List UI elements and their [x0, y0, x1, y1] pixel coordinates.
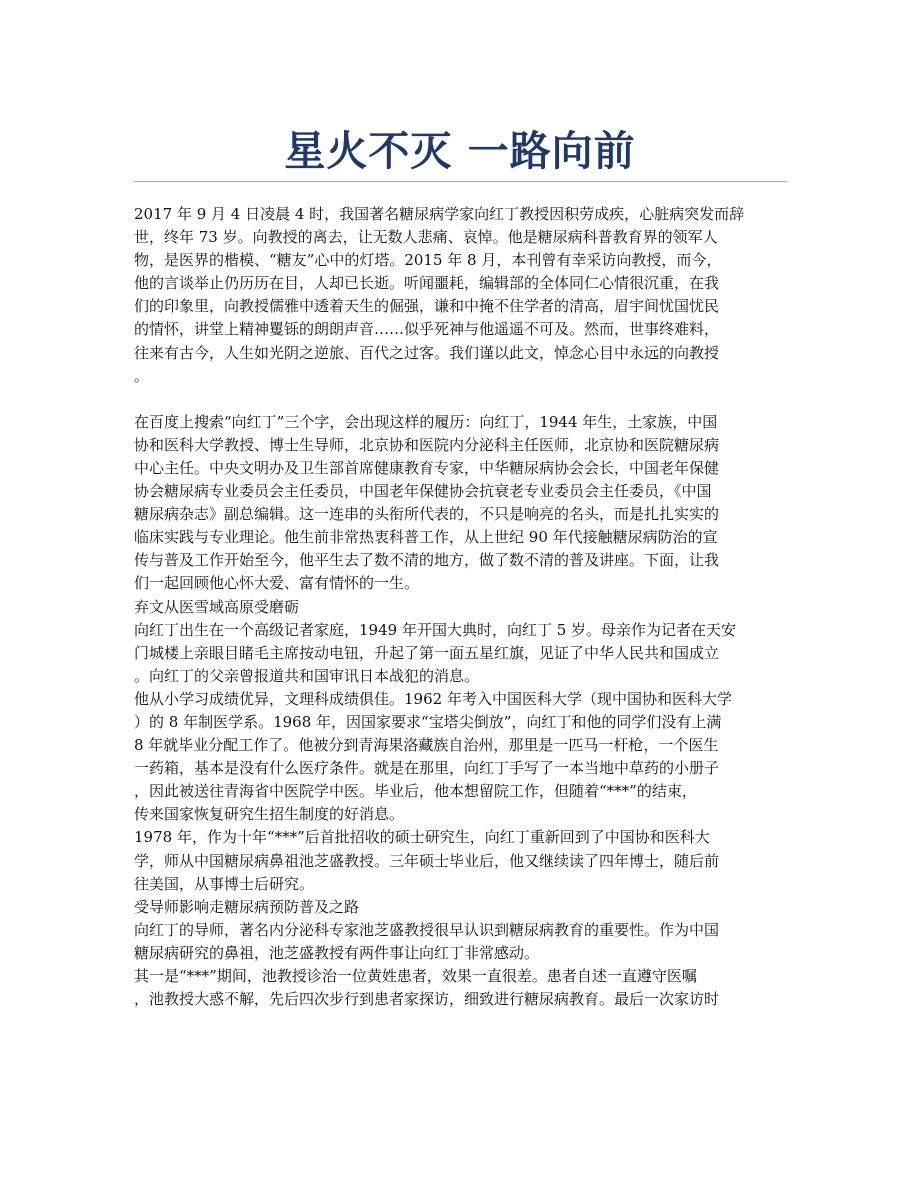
paragraph: 向红丁的导师，著名内分泌科专家池芝盛教授很早认识到糖尿病教育的重要性。作为中国 糖尿病研究的鼻祖，池芝盛教授有两件事让向红丁非常感动。 [134, 920, 720, 962]
paragraph-biography: 在百度上搜索“向红丁”三个字，会出现这样的履历：向红丁，1944 年生，土家族，中国 协和医科大学教授、博士生导师，北京协和医院内分泌科主任医师，北京协和医院糖尿病 中心主任。中央文明办及卫生部首席健康教育专家，中华糖尿病协会会长，中国老年保健 协会糖尿病专业委员会主任委员，中国老年保健协会抗衰老专业委员会主任委员，《中国 糖尿病杂志》副总编辑。这一连串的头衔所代表的，不只是响亮的名头，而是扎扎实实的 临床实践与专业理论。他生前非常热衷科普工作，从上世纪 90 年代接触糖尿病防治的宣 传与普及工作开始至今，他平生去了数不清的地方，做了数不清的普及讲座。下面，让我 们一起回顾他心怀大爱、富有情怀的一生。 [134, 412, 720, 593]
article-body [134, 203, 794, 1011]
paragraph: 其一是“***”期间，池教授诊治一位黄姓患者，效果一直很差。患者自述一直遵守医嘱 ，池教授大惑不解，先后四次步行到患者家探访，细致进行糖尿病教育。最后一次家访时 [134, 967, 720, 1009]
section-heading: 弃文从医雪域高原受磨砺 [134, 597, 300, 616]
paragraph-intro: 2017 年 9 月 4 日凌晨 4 时，我国著名糖尿病学家向红丁教授因积劳成疾，心脏病突发而辞 世，终年 73 岁。向教授的离去，让无数人悲痛、哀悼。他是糖尿病科普教育界的领军人 物，是医界的楷模、“糖友”心中的灯塔。2015 年 8 月，本刊曾有幸采访向教授，而今， 他的言谈举止仍历历在目，人却已长逝。听闻噩耗，编辑部的全体同仁心情很沉重，在我 们的印象里，向教授儒雅中透着天生的倔强，谦和中掩不住学者的清高，眉宇间忧国忧民 的情怀，讲堂上精神矍铄的朗朗声音……似乎死神与他遥遥不可及。然而，世事终难料， 往来有古今，人生如光阴之逆旅、百代之过客。我们谨以此文，悼念心目中永远的向教授 。 [134, 205, 745, 385]
document-title: 星火不灭 一路向前 [284, 127, 636, 175]
section-heading: 受导师影响走糖尿病预防普及之路 [134, 897, 360, 916]
title-divider [134, 181, 787, 182]
paragraph: 1978 年，作为十年“***”后首批招收的硕士研究生，向红丁重新回到了中国协和医科大 学，师从中国糖尿病鼻祖池芝盛教授。三年硕士毕业后，他又继续读了四年博士，随后前 往美国，从事博士后研究。 [134, 828, 720, 893]
paragraph: 向红丁出生在一个高级记者家庭，1949 年开国大典时，向红丁 5 岁。母亲作为记者在天安 门城楼上亲眼目睹毛主席按动电钮，升起了第一面五星红旗，见证了中华人民共和国成立 。向红丁的父亲曾报道共和国审讯日本战犯的消息。 [134, 620, 737, 685]
paragraph: 他从小学习成绩优异，文理科成绩俱佳。1962 年考入中国医科大学（现中国协和医科大学 ）的 8 年制医学系。1968 年，因国家要求“宝塔尖倒放”，向红丁和他的同学们没有上满 8 年就毕业分配工作了。他被分到青海果洛藏族自治州，那里是一匹马一杆枪，一个医生 一药箱，基本是没有什么医疗条件。就是在那里，向红丁手写了一本当地中草药的小册子 ，因此被送往青海省中医院学中医。毕业后，他本想留院工作，但随着“***”的结束， 传来国家恢复研究生招生制度的好消息。 [134, 689, 732, 824]
paragraph-gap [134, 388, 794, 411]
